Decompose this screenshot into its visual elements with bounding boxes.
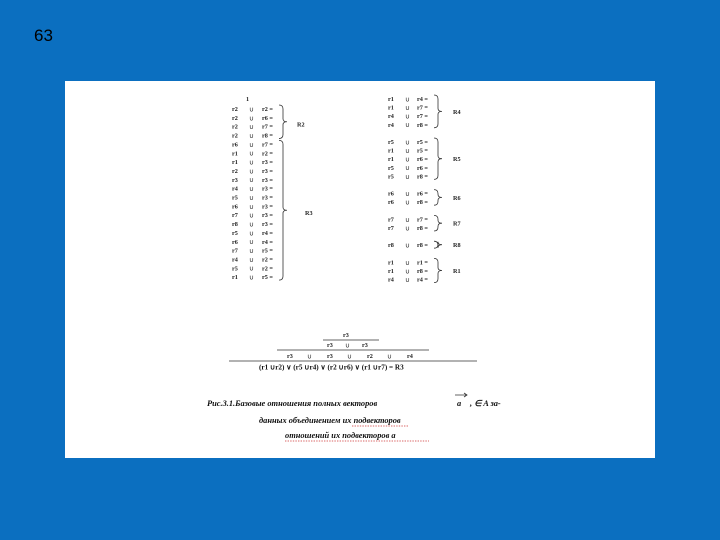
union-symbol: ∪ [249, 220, 254, 229]
union-symbol: ∪ [249, 229, 254, 238]
group-label-R1: R1 [453, 268, 461, 275]
union-symbol: ∪ [405, 190, 410, 198]
relation-right-operand: r5 = [417, 147, 428, 155]
vector-symbol: a [457, 399, 462, 408]
relation-left-operand: r2 [232, 167, 238, 175]
union-symbol: ∪ [405, 198, 410, 207]
brace-R3 [279, 140, 287, 280]
relation-left-operand: r4 [388, 121, 394, 129]
union-symbol: ∪ [249, 211, 254, 220]
relation-left-operand: r8 [232, 221, 238, 229]
relation-left-operand: r1 [232, 150, 238, 158]
relation-left-operand: r1 [388, 259, 394, 267]
relation-left-operand: r7 [388, 216, 394, 224]
group-label-R3: R3 [305, 209, 313, 217]
relation-left-operand: r6 [232, 238, 238, 246]
relation-right-operand: r4 = [417, 96, 428, 103]
relation-right-operand: r7 = [417, 113, 428, 121]
relation-left-operand: r6 [388, 199, 394, 207]
union-symbol: ∪ [249, 123, 254, 132]
union-symbol: ∪ [405, 172, 410, 181]
relation-right-operand: r7 = [417, 216, 428, 224]
union-symbol: ∪ [249, 202, 254, 211]
relation-right-operand: r3 = [262, 176, 273, 184]
relation-right-operand: r6 = [417, 156, 428, 164]
relation-right-operand: r8 = [417, 268, 428, 275]
relation-right-operand: r8 = [417, 199, 428, 207]
relation-left-operand: r1 [388, 268, 394, 275]
tree-node: r3 [287, 353, 293, 360]
relation-left-operand: r3 [232, 176, 238, 184]
union-symbol: ∪ [405, 267, 410, 276]
union-symbol: ∪ [405, 276, 410, 284]
group-label-R7: R7 [453, 220, 461, 228]
union-symbol: ∪ [405, 95, 410, 104]
relation-right-operand: r6 = [262, 114, 273, 122]
figure-caption-line-1b: , ∈ A за- [470, 399, 501, 408]
union-symbol: ∪ [249, 167, 254, 176]
union-symbol: ∪ [405, 215, 410, 224]
relation-right-operand: r7 = [262, 141, 273, 149]
union-symbol: ∪ [249, 273, 254, 282]
union-symbol: ∪ [387, 352, 392, 361]
brace-R6 [434, 190, 442, 206]
relation-left-operand: r7 [232, 247, 238, 255]
brace-R4 [434, 95, 442, 128]
relation-left-operand: r5 [232, 265, 238, 273]
union-formula: (r1 ∪r2) ∨ (r5 ∪r4) ∨ (r2 ∪r6) ∨ (r1 ∪r7) = R3 [259, 363, 404, 372]
relation-right-operand: r5 = [262, 247, 273, 255]
union-symbol: ∪ [405, 138, 410, 147]
relation-right-operand: r2 = [262, 256, 273, 264]
relation-left-operand: r1 [232, 159, 238, 167]
union-symbol: ∪ [347, 352, 352, 361]
union-symbol: ∪ [249, 185, 254, 194]
relation-right-operand: r6 = [417, 164, 428, 172]
group-label-R4: R4 [453, 108, 461, 116]
relation-right-operand: r5 = [417, 139, 428, 146]
vector-arrow-icon [455, 393, 467, 397]
brace-R5 [434, 138, 442, 179]
relation-right-operand: r4 = [417, 276, 428, 284]
brace-R2 [279, 105, 287, 139]
tree-node: r3 [327, 353, 333, 360]
relation-left-operand: r1 [388, 147, 394, 155]
relation-left-operand: r5 [388, 173, 394, 181]
relation-left-operand: r7 [388, 225, 394, 232]
union-symbol: ∪ [249, 114, 254, 123]
slide-number: 63 [34, 26, 53, 45]
group-label-R8: R8 [453, 242, 461, 250]
relation-right-operand: r7 = [262, 123, 273, 131]
union-symbol: ∪ [249, 238, 254, 247]
union-symbol: ∪ [249, 264, 254, 273]
relation-right-operand: r2 = [262, 265, 273, 273]
union-symbol: ∪ [249, 140, 254, 149]
union-symbol: ∪ [405, 104, 410, 112]
relation-left-operand: r1 [388, 96, 394, 103]
relation-left-operand: r2 [232, 123, 238, 131]
union-symbol: ∪ [249, 131, 254, 140]
relation-left-operand: r1 [388, 104, 394, 112]
relation-left-operand: r5 [388, 164, 394, 172]
brace-R1 [434, 258, 442, 282]
relation-left-operand: r6 [232, 203, 238, 211]
relation-right-operand: r4 = [262, 229, 273, 237]
relation-right-operand: r1 = [417, 259, 428, 267]
relation-left-operand: r5 [232, 194, 238, 202]
brace-R8 [434, 241, 442, 248]
relation-right-operand: r3 = [262, 221, 273, 229]
relation-right-operand: r6 = [417, 190, 428, 198]
figure-caption-line-3: отношений их подвекторов a [285, 431, 396, 440]
union-symbol: ∪ [405, 258, 410, 267]
union-symbol: ∪ [249, 255, 254, 264]
relation-left-operand: r5 [232, 229, 238, 237]
relation-right-operand: r2 = [262, 106, 273, 113]
relation-right-operand: r3 = [262, 159, 273, 167]
relation-right-operand: r8 = [417, 242, 428, 250]
group-label-R6: R6 [453, 194, 461, 202]
relation-right-operand: r3 = [262, 167, 273, 175]
figure-caption-line-2: данных объединением их подвекторов [259, 416, 401, 425]
tree-node: r4 [407, 353, 413, 360]
union-symbol: ∪ [307, 352, 312, 361]
union-symbol: ∪ [249, 149, 254, 158]
relation-right-operand: r2 = [262, 150, 273, 158]
relation-left-operand: r4 [388, 113, 394, 121]
relations-figure [65, 81, 655, 458]
relation-left-operand: r6 [232, 141, 238, 149]
relation-left-operand: r1 [232, 274, 238, 282]
relation-left-operand: r4 [232, 185, 238, 193]
tree-node: r3 [362, 342, 368, 349]
relation-left-operand: r5 [388, 139, 394, 146]
relation-left-operand: r2 [232, 114, 238, 122]
scanned-page [65, 81, 655, 458]
union-symbol: ∪ [249, 193, 254, 202]
figure-caption-line-1: Рис.3.1.Базовые отношения полных векторов [207, 399, 378, 408]
relation-right-operand: r5 = [262, 274, 273, 282]
relation-right-operand: r3 = [262, 185, 273, 193]
relation-right-operand: r8 = [262, 132, 273, 140]
union-symbol: ∪ [405, 147, 410, 155]
relation-right-operand: r8 = [417, 121, 428, 129]
brace-R7 [434, 215, 442, 231]
relation-right-operand: r4 = [262, 238, 273, 246]
relation-left-operand: r7 [232, 212, 238, 220]
union-symbol: ∪ [405, 241, 410, 250]
relation-right-operand: r3 = [262, 203, 273, 211]
union-symbol: ∪ [405, 164, 410, 173]
relation-right-operand: r7 = [417, 104, 428, 112]
union-symbol: ∪ [249, 105, 254, 114]
relation-left-operand: r4 [232, 256, 238, 264]
union-symbol: ∪ [249, 247, 254, 255]
relation-left-operand: r8 [388, 242, 394, 250]
union-symbol: ∪ [405, 121, 410, 130]
group-label-R5: R5 [453, 156, 461, 164]
left-list-header: 1 [246, 96, 250, 103]
union-symbol: ∪ [249, 158, 254, 167]
relation-right-operand: r8 = [417, 173, 428, 181]
union-symbol: ∪ [405, 224, 410, 233]
relation-left-operand: r1 [388, 156, 394, 164]
relation-left-operand: r2 [232, 106, 238, 113]
union-symbol: ∪ [405, 155, 410, 164]
relation-right-operand: r3 = [262, 212, 273, 220]
relation-left-operand: r2 [232, 132, 238, 140]
union-symbol: ∪ [405, 112, 410, 121]
union-symbol: ∪ [345, 341, 350, 350]
tree-node: r2 [367, 353, 373, 360]
relation-right-operand: r8 = [417, 225, 428, 232]
relation-left-operand: r6 [388, 190, 394, 198]
tree-node: r3 [327, 342, 333, 349]
tree-top-node: r3 [343, 332, 349, 339]
union-symbol: ∪ [249, 176, 254, 185]
relation-left-operand: r4 [388, 276, 394, 284]
group-label-R2: R2 [297, 121, 305, 129]
relation-right-operand: r3 = [262, 194, 273, 202]
